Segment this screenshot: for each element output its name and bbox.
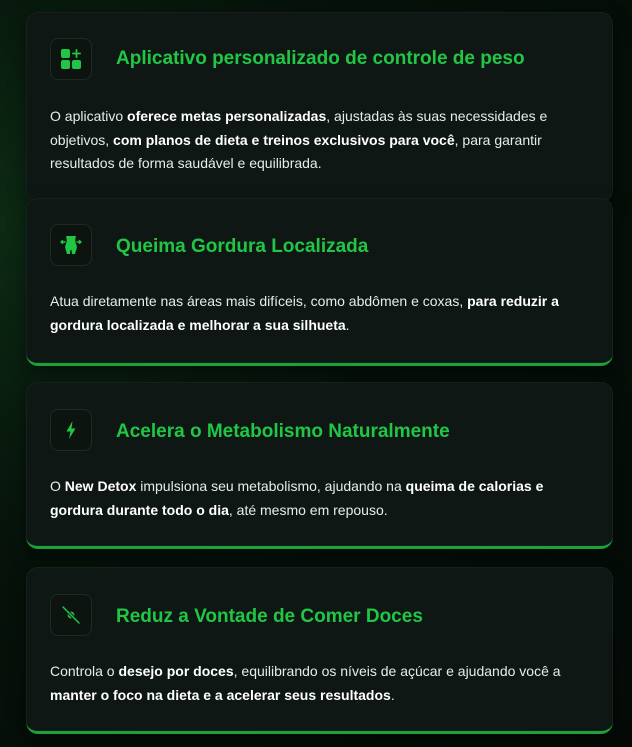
feature-description [50, 660, 591, 707]
feature-card-fat [26, 198, 613, 366]
text-segment: . [390, 686, 395, 703]
feature-title: Reduz a Vontade de Comer Doces [116, 606, 423, 627]
bold-text: queima de calorias e gordura durante todo o dia [50, 478, 544, 518]
text-segment: O [50, 478, 65, 494]
text-segment: Atua diretamente nas áreas mais difíceis, como abdômen e coxas, [50, 293, 468, 309]
bold-text: New Detox [64, 478, 137, 494]
text-segment: impulsiona seu metabolismo, ajudando na [136, 478, 406, 494]
feature-card-sweets [26, 567, 613, 734]
feature-card-app [26, 12, 613, 202]
text-segment: O aplicativo [50, 108, 128, 124]
bold-text: com planos de dieta e treinos exclusivos para você [113, 131, 455, 148]
no-candy-icon [50, 594, 92, 636]
body-waist-icon [50, 224, 92, 266]
feature-title: Queima Gordura Localizada [116, 236, 369, 257]
text-segment: Controla o [50, 663, 119, 679]
lightning-icon [50, 409, 92, 451]
bold-text: oferece metas personalizadas [127, 108, 327, 124]
bold-text: manter o foco na dieta e a acelerar seus resultados [50, 686, 391, 703]
feature-description [50, 105, 591, 176]
text-segment: , até mesmo em repouso. [228, 501, 388, 518]
text-segment: , equilibrando os níveis de açúcar e ajudando você a [233, 663, 561, 679]
text-segment: . [345, 316, 350, 333]
bold-text: desejo por doces [118, 663, 234, 679]
bold-text: para reduzir a gordura localizada e melhorar a sua silhueta [50, 293, 559, 333]
text-segment: , ajustadas às suas necessidades e objetivos, [50, 108, 548, 148]
feature-card-metabolism [26, 382, 613, 549]
feature-title: Aplicativo personalizado de controle de peso [116, 48, 525, 69]
feature-title: Acelera o Metabolismo Naturalmente [116, 421, 450, 442]
feature-description [50, 290, 591, 337]
feature-description [50, 475, 591, 522]
apps-add-icon [50, 38, 92, 80]
text-segment: , para garantir resultados de forma saudável e equilibrada. [50, 131, 542, 171]
